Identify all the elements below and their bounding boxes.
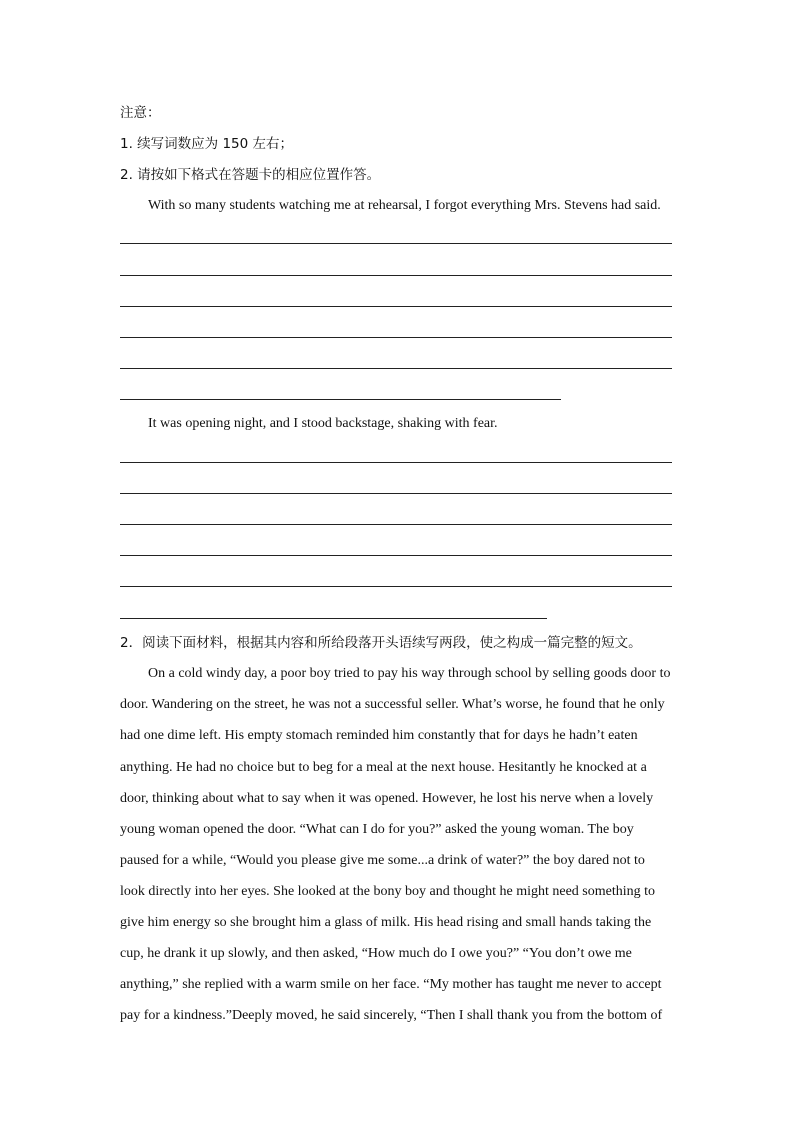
passage-line: pay for a kindness.”Deeply moved, he said sincerely, “Then I shall thank you from the bottom of <box>120 1008 663 1023</box>
passage-line: On a cold windy day, a poor boy tried to pay his way through school by selling goods door to <box>148 666 671 681</box>
passage-line: paused for a while, “Would you please give me some...a drink of water?” the boy dared not to <box>120 853 645 868</box>
notes-heading: 注意： <box>120 105 161 121</box>
note-item-format: 2. 请按如下格式在答题卡的相应位置作答。 <box>120 167 381 183</box>
question-2-instruction: 2．阅读下面材料，根据其内容和所给段落开头语续写两段，使之构成一篇完整的短文。 <box>120 635 642 651</box>
passage-line: anything. He had no choice but to beg for a meal at the next house. Hesitantly he knocked at a <box>120 760 647 775</box>
answer-line-short[interactable] <box>120 399 561 400</box>
passage-line: anything,” she replied with a warm smile on her face. “My mother has taught me never to accept <box>120 977 662 992</box>
answer-line[interactable] <box>120 555 672 556</box>
passage-line: young woman opened the door. “What can I do for you?” asked the young woman. The boy <box>120 822 634 837</box>
answer-line[interactable] <box>120 493 672 494</box>
passage-line: had one dime left. His empty stomach reminded him constantly that for days he hadn’t eaten <box>120 728 638 743</box>
answer-line[interactable] <box>120 462 672 463</box>
passage-line: door, thinking about what to say when it was opened. However, he lost his nerve when a lovely <box>120 791 654 806</box>
paragraph-1-opening: With so many students watching me at rehearsal, I forgot everything Mrs. Stevens had said. <box>148 198 661 213</box>
answer-line-short[interactable] <box>120 618 547 619</box>
passage-line: cup, he drank it up slowly, and then asked, “How much do I owe you?” “You don’t owe me <box>120 946 632 961</box>
answer-line[interactable] <box>120 524 672 525</box>
answer-line[interactable] <box>120 275 672 276</box>
answer-line[interactable] <box>120 306 672 307</box>
passage-line: door. Wandering on the street, he was not a successful seller. What’s worse, he found that he only <box>120 697 665 712</box>
paragraph-2-opening: It was opening night, and I stood backstage, shaking with fear. <box>148 416 498 431</box>
answer-line[interactable] <box>120 337 672 338</box>
passage-line: look directly into her eyes. She looked at the bony boy and thought he might need something to <box>120 884 656 899</box>
answer-line[interactable] <box>120 243 672 244</box>
passage-line: give him energy so she brought him a glass of milk. His head rising and small hands taking the <box>120 915 652 930</box>
note-item-word-count: 1. 续写词数应为 150 左右； <box>120 136 294 152</box>
answer-line[interactable] <box>120 368 672 369</box>
answer-line[interactable] <box>120 586 672 587</box>
